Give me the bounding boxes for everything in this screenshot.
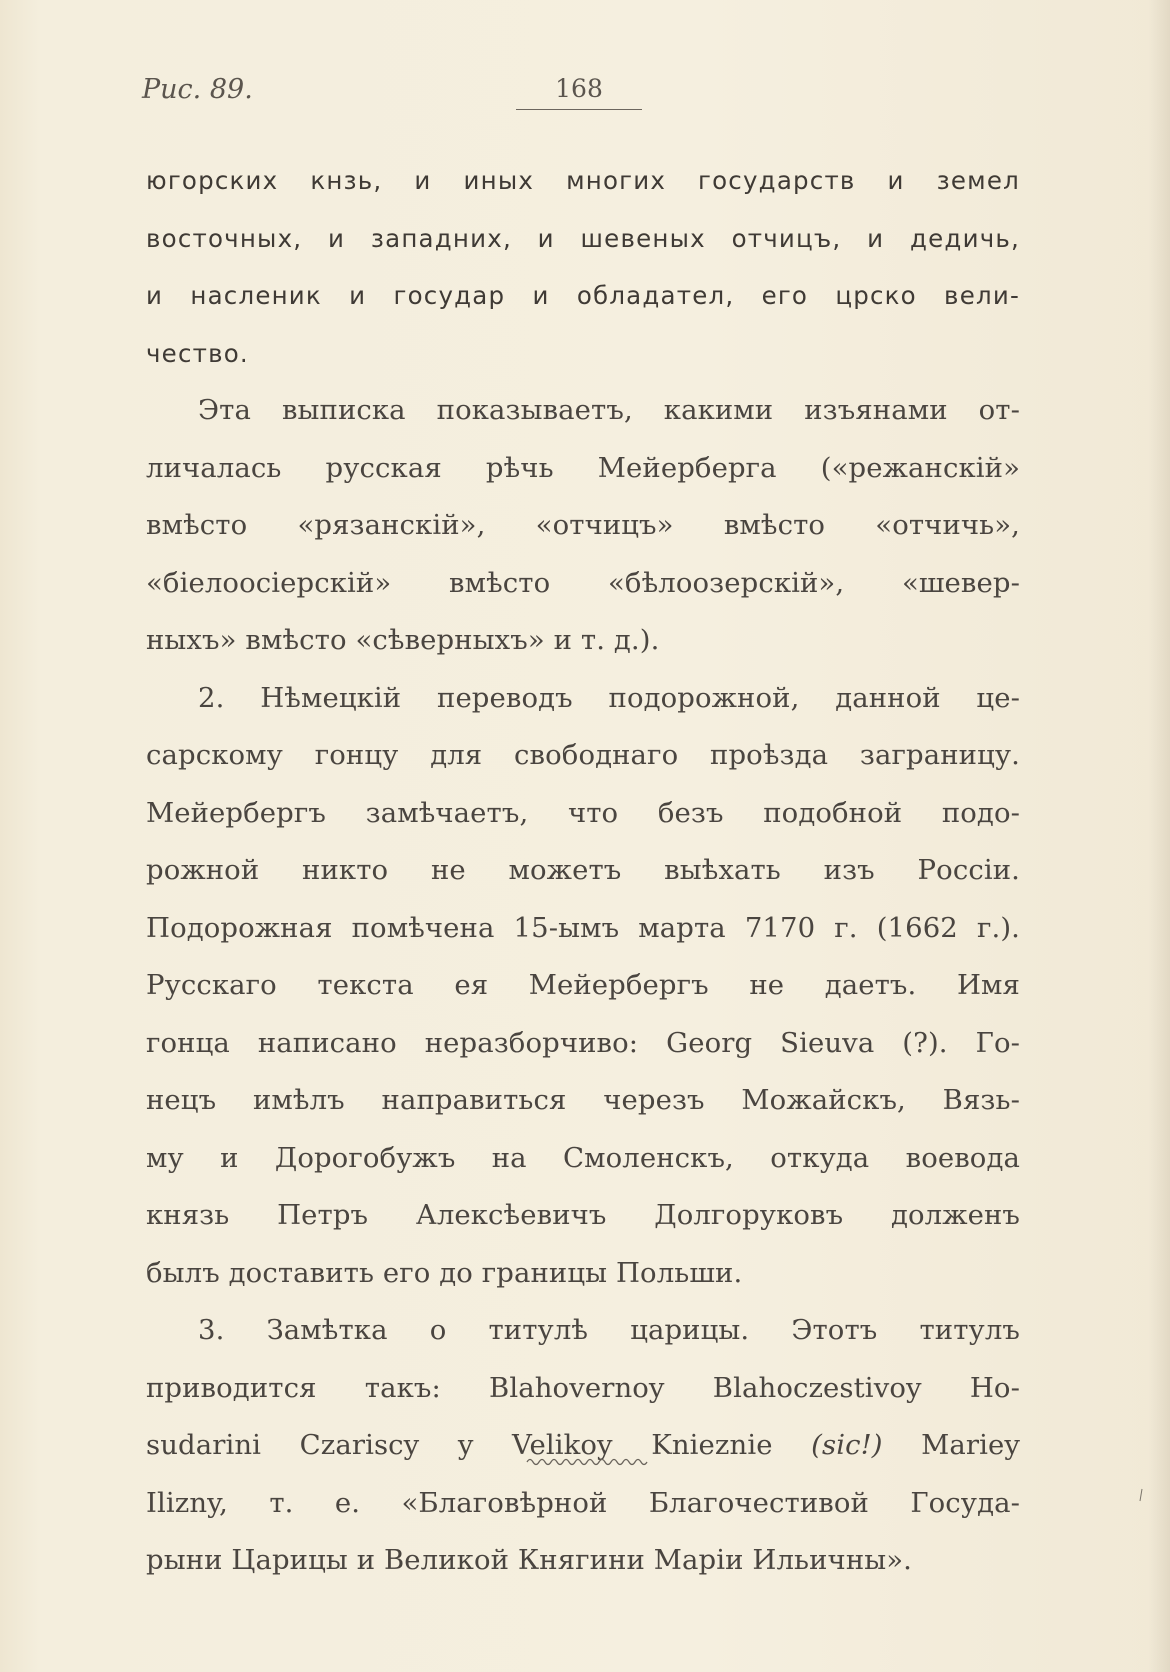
text-line: и насленик и государ и обладател, его црско вели- xyxy=(146,281,1020,310)
page-header xyxy=(140,70,1020,114)
text-line: «біелоосіерскій» вмѣсто «бѣлоозерскій», «шевер- xyxy=(146,566,1020,599)
page-edge-shadow xyxy=(1148,0,1170,1672)
slavonic-quote xyxy=(146,152,1020,382)
text-line: былъ доставить его до границы Польши. xyxy=(146,1256,743,1289)
text-line: рыни Царицы и Великой Княгини Маріи Ильичны». xyxy=(146,1544,913,1576)
text-line: Эта выписка показываетъ, какими изъянами от- xyxy=(198,394,1020,426)
figure-label: Рис. 89. xyxy=(142,74,253,105)
paragraph-1 xyxy=(146,382,1020,670)
text-line: вмѣсто «рязанскій», «отчицъ» вмѣсто «отчичь», xyxy=(146,509,1020,541)
text-line: югорских кнзь, и иных многих государств и земел xyxy=(146,166,1020,195)
page-number: 168 xyxy=(516,74,642,110)
text-fragment: sudarini Czariscy y Velikoy Knieznie xyxy=(146,1429,773,1461)
text-line: личалась русская рѣчь Мейерберга («режанскій» xyxy=(146,451,1020,484)
text-line: Ilizny, т. е. «Благовѣрной Благочестивой Госуда- xyxy=(146,1486,1020,1519)
text-line: князь Петръ Алексѣевичъ Долгоруковъ долженъ xyxy=(146,1199,1020,1231)
text-line: ныхъ» вмѣсто «сѣверныхъ» и т. д.). xyxy=(146,624,660,656)
text-line: нецъ имѣлъ направиться черезъ Можайскъ, Вязь- xyxy=(146,1084,1020,1116)
sic-note: (sic!) xyxy=(811,1429,883,1461)
wavy-divider-ornament xyxy=(525,1455,650,1469)
main-text xyxy=(146,152,1020,1590)
text-line: му и Дорогобужъ на Смоленскъ, откуда воевода xyxy=(146,1141,1020,1174)
text-line: Подорожная помѣчена 15-ымъ марта 7170 г. (1662 г.). xyxy=(146,911,1020,944)
text-line: 3. Замѣтка о титулѣ царицы. Этотъ титулъ xyxy=(198,1314,1020,1346)
text-line: приводится такъ: Blahovernoy Blahoczestivoy Ho- xyxy=(146,1371,1020,1404)
paper-speck xyxy=(1138,1488,1144,1502)
text-line: восточных, и западних, и шевеных отчицъ, и дедичь, xyxy=(146,223,1020,253)
text-line: Русскаго текста ея Мейербергъ не даетъ. Имя xyxy=(146,969,1020,1001)
text-line: рожной никто не можетъ выѣхать изъ Россіи. xyxy=(146,854,1020,886)
text-line: сарскому гонцу для свободнаго проѣзда заграницу. xyxy=(146,739,1020,771)
text-fragment: Mariey xyxy=(921,1429,1021,1461)
paragraph-2 xyxy=(146,670,1020,1303)
text-line: чество. xyxy=(146,338,249,368)
paragraph-3 xyxy=(146,1302,1020,1590)
text-line: 2. Нѣмецкій переводъ подорожной, данной це- xyxy=(198,681,1020,714)
text-line: Мейербергъ замѣчаетъ, что безъ подобной подо- xyxy=(146,796,1020,829)
text-line: гонца написано неразборчиво: Georg Sieuva (?). Го- xyxy=(146,1026,1020,1059)
